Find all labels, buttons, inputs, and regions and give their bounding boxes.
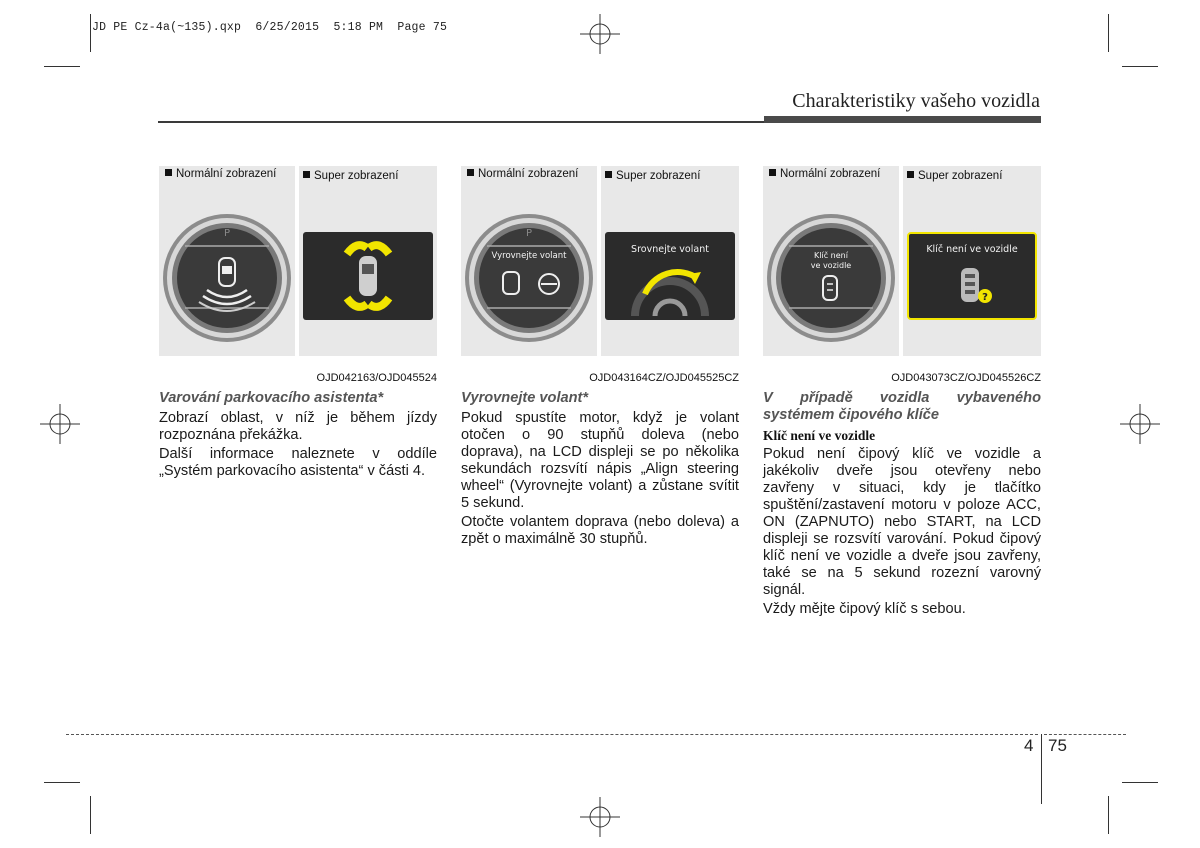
figure-normal-panel [159,166,295,356]
figure-super-panel [601,166,739,356]
lcd-message-line2: ve vozidle [810,261,852,270]
registration-mark-icon [580,797,620,837]
crop-mark [90,14,91,52]
lcd-message: Vyrovnejte volant [491,251,567,261]
registration-mark-icon [580,14,620,54]
svg-text:P: P [223,228,231,239]
lcd-message-line1: Klíč není [814,251,848,260]
figure-normal-panel [763,166,899,356]
lcd-message: Srovnejte volant [631,244,709,255]
footer-separator [1041,734,1042,804]
column-smart-key [763,390,1041,620]
figure-parking-assist [159,166,437,356]
crop-mark [44,782,80,783]
figure-super-panel [903,166,1041,356]
figure-code: OJD043073CZ/OJD045526CZ [891,372,1041,384]
subheading: Klíč není ve vozidle [763,428,876,443]
print-slug: JD PE Cz-4a(~135).qxp 6/25/2015 5:18 PM Page 75 [92,21,448,34]
super-display-screen [303,232,433,320]
svg-text:?: ? [982,292,988,303]
section-heading: Varování parkovacího asistenta* [159,390,384,406]
figure-caption-super: Super zobrazení [907,170,1002,182]
paragraph: Otočte volantem doprava (nebo doleva) a zpět o maximálně 30 stupňů. [461,514,739,547]
chapter-number: 4 [1024,736,1034,755]
paragraph: Vždy mějte čipový klíč s sebou. [763,601,966,617]
header-rule [158,121,764,123]
crop-mark [1122,782,1158,783]
lcd-message: Klíč není ve vozidle [926,244,1018,255]
figure-normal-panel [461,166,597,356]
registration-mark-icon [40,404,80,444]
figure-caption-super: Super zobrazení [303,170,398,182]
svg-text:P: P [525,228,533,239]
paragraph: Zobrazí oblast, v níž je během jízdy rozpoznána překážka. [159,410,437,443]
super-display-screen [907,232,1037,320]
page-number: 75 [1048,736,1067,755]
section-heading: Vyrovnejte volant* [461,390,589,406]
crop-mark [90,796,91,834]
figure-steering-wheel [461,166,739,356]
paragraph: Pokud spustíte motor, když je volant otočen o 90 stupňů doleva (nebo doprava), na LCD displeji se po několika sekundách rozsvítí nápis „Align steering wheel“ (Vyrovnejte volant) a zůstane svítit 5 sekund. [461,410,739,511]
header-rule-thick [764,116,1041,123]
figure-caption-normal: Normální zobrazení [467,168,578,180]
figure-caption-super: Super zobrazení [605,170,700,182]
section-title: Charakteristiky vašeho vozidla [792,90,1040,112]
column-steering-wheel [461,390,739,550]
paragraph: Pokud není čipový klíč ve vozidle a jakékoliv dveře jsou otevřeny nebo zavřeny v situaci, kdy je tlačítko spuštění/zastavení motoru v poloze ACC, ON (ZAPNUTO) nebo START, na LCD displeji se rozsvítí varování. Pokud čipový klíč není ve vozidle a dveře jsou zavřeny, také se na 5 sekund rozezní varovný signál. [763,446,1041,598]
footer-dashed-rule [66,734,1038,735]
figure-code: OJD042163/OJD045524 [316,372,437,384]
figure-code: OJD043164CZ/OJD045525CZ [589,372,739,384]
crop-mark [1108,14,1109,52]
column-parking-assist [159,390,437,482]
paragraph: Další informace naleznete v oddíle „Systém parkovacího asistenta“ v části 4. [159,446,437,479]
figure-super-panel [299,166,437,356]
section-heading: V případě vozidla vybaveného systémem čipového klíče [763,390,1041,423]
registration-mark-icon [1120,404,1160,444]
figure-smart-key [763,166,1041,356]
super-display-screen [605,232,735,320]
figure-caption-normal: Normální zobrazení [165,168,276,180]
cluster-gauge [765,212,897,344]
crop-mark [1122,66,1158,67]
figure-caption-normal: Normální zobrazení [769,168,880,180]
cluster-gauge [463,212,595,344]
crop-mark [44,66,80,67]
cluster-gauge [161,212,293,344]
footer-dashed-rule [1044,734,1126,735]
crop-mark [1108,796,1109,834]
